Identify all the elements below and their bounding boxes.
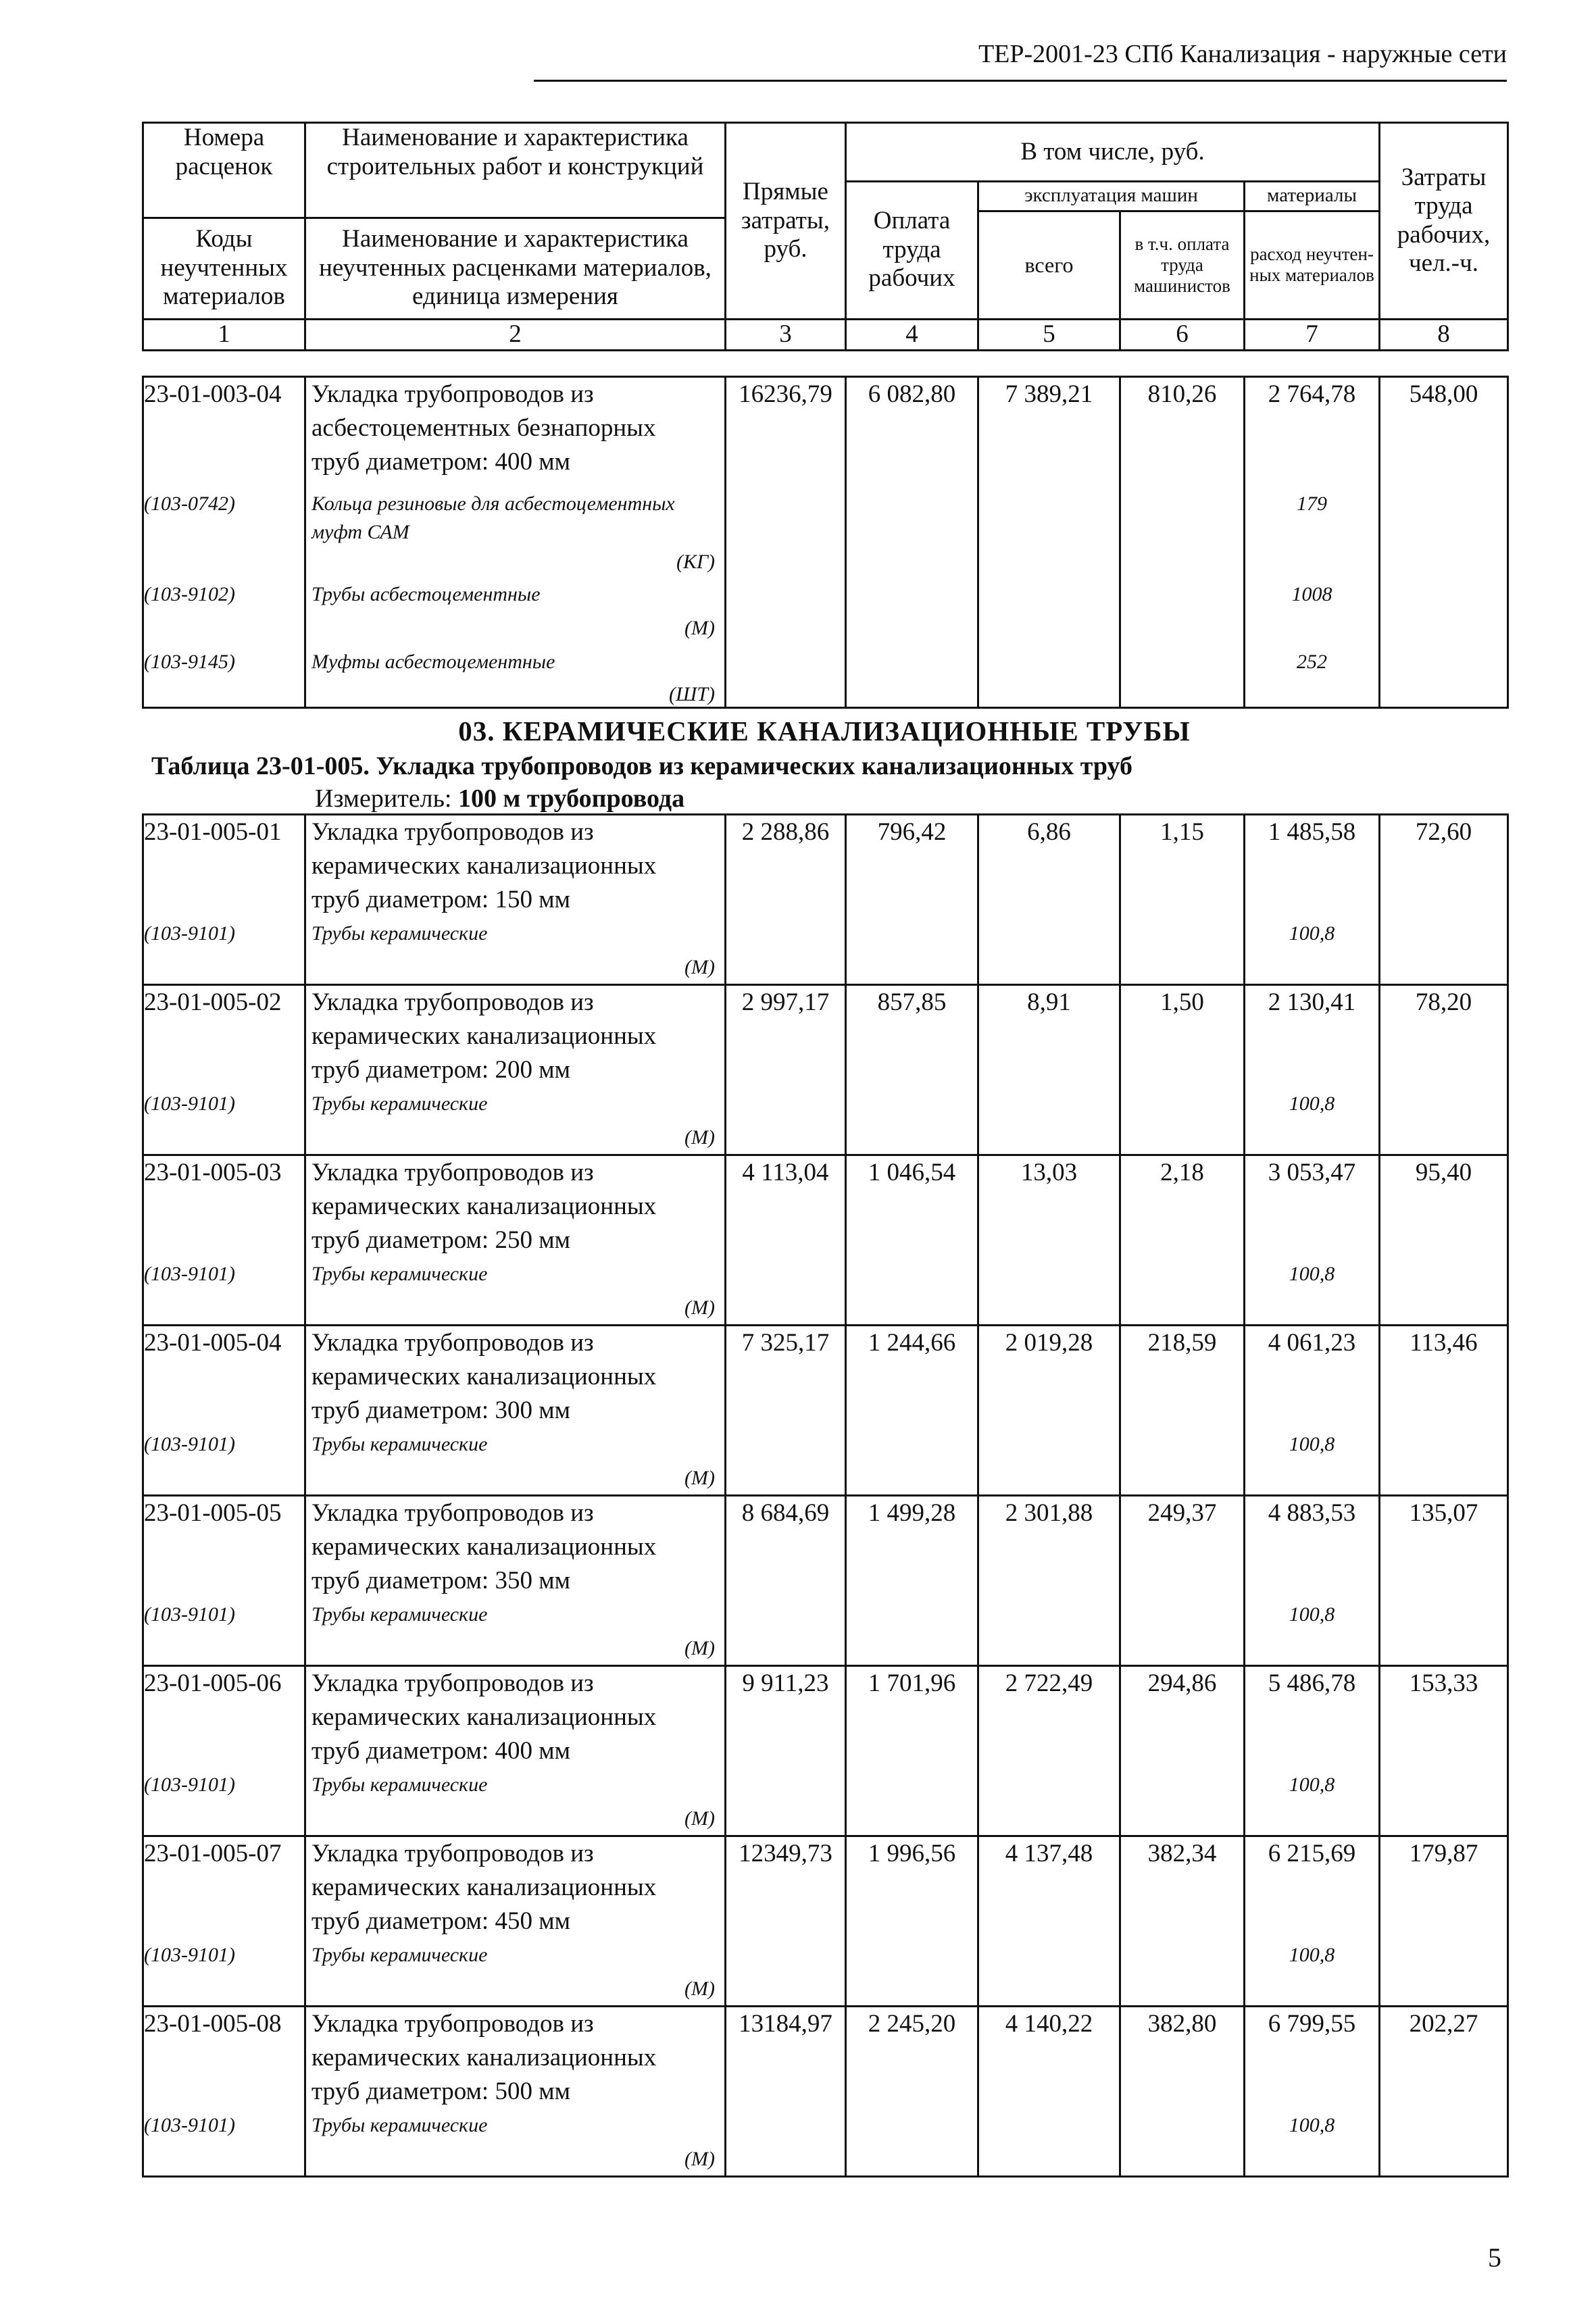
header-col1-top-cont (143, 181, 305, 218)
material-name: Трубы керамические (311, 1092, 488, 1115)
column-number-2: 2 (305, 319, 726, 350)
rate-name-cell (305, 1496, 726, 1666)
header-col3: Прямые затраты, руб. (726, 123, 846, 320)
table-row (143, 985, 1508, 1155)
material-code: (103-0742) (144, 493, 235, 515)
labor-cost: 796,42 (846, 815, 978, 985)
column-number-3: 3 (726, 319, 846, 350)
material-qty: 179 (1297, 493, 1327, 515)
machinist-cost: 810,26 (1120, 377, 1245, 708)
page-number: 5 (1488, 2242, 1501, 2273)
material-unit: (М) (684, 1297, 715, 1319)
material-qty: 100,8 (1289, 1433, 1335, 1455)
header-col7: расход неучтен-ных материалов (1245, 211, 1380, 319)
material-unit: (М) (684, 1978, 715, 2000)
materials-cost: 3 053,47 (1268, 1159, 1356, 1186)
direct-cost: 16236,79 (726, 377, 846, 708)
material-name: Трубы асбестоцементные (311, 583, 541, 605)
machine-cost: 2 019,28 (978, 1326, 1120, 1496)
labor-cost: 1 701,96 (846, 1666, 978, 1836)
material-code: (103-9101) (144, 1774, 235, 1796)
material-code: (103-9101) (144, 922, 235, 945)
labor-hours: 135,07 (1380, 1496, 1508, 1666)
material-name: Трубы керамические (311, 1263, 488, 1285)
section-title: 03. КЕРАМИЧЕСКИЕ КАНАЛИЗАЦИОННЫЕ ТРУБЫ (458, 715, 1191, 747)
material-name: Муфты асбестоцементные (311, 651, 555, 673)
machine-cost: 8,91 (978, 985, 1120, 1155)
machinist-cost: 382,34 (1120, 1836, 1245, 2007)
labor-cost: 857,85 (846, 985, 978, 1155)
column-header-table (142, 122, 1509, 351)
rate-code: 23-01-005-06 (144, 1669, 282, 1697)
materials-cell (1245, 1155, 1380, 1326)
rate-code-cell (143, 1666, 305, 1836)
page-header: ТЕР-2001-23 СПб Канализация - наружные сети (978, 40, 1507, 68)
direct-cost: 13184,97 (726, 2007, 846, 2177)
labor-hours: 113,46 (1380, 1326, 1508, 1496)
rate-name-cell (305, 2007, 726, 2177)
material-unit: (М) (684, 617, 715, 639)
rate-name: Укладка трубопроводов из асбестоцементных безнапорных труб диаметром: 400 мм (311, 380, 656, 476)
machine-cost: 13,03 (978, 1155, 1120, 1326)
rate-code-cell (143, 1836, 305, 2007)
material-unit: (М) (684, 2148, 715, 2170)
machinist-cost: 1,50 (1120, 985, 1245, 1155)
machine-cost: 7 389,21 (978, 377, 1120, 708)
labor-hours: 179,87 (1380, 1836, 1508, 2007)
rate-code: 23-01-005-01 (144, 818, 282, 846)
header-rule (534, 80, 1507, 82)
materials-cell (1245, 1326, 1380, 1496)
rate-code: 23-01-005-08 (144, 2010, 282, 2038)
direct-cost: 2 288,86 (726, 815, 846, 985)
material-unit: (М) (684, 1807, 715, 1830)
header-col6: в т.ч. оплата труда машинистов (1120, 211, 1245, 319)
rate-name: Укладка трубопроводов из керамических канализационных труб диаметром: 200 мм (311, 988, 657, 1084)
table-row (143, 1836, 1508, 2007)
material-code: (103-9101) (144, 1263, 235, 1285)
header-col1-bottom: Коды неучтенных материалов (143, 218, 305, 319)
column-number-8: 8 (1380, 319, 1508, 350)
material-qty: 100,8 (1289, 922, 1335, 945)
material-qty: 100,8 (1289, 1263, 1335, 1285)
rate-name: Укладка трубопроводов из керамических канализационных труб диаметром: 400 мм (311, 1669, 657, 1765)
materials-cell (1245, 985, 1380, 1155)
header-col2-top-cont (305, 181, 726, 218)
rate-code: 23-01-005-03 (144, 1159, 282, 1186)
material-unit: (М) (684, 1126, 715, 1149)
rate-code-cell (143, 985, 305, 1155)
material-qty: 100,8 (1289, 1092, 1335, 1115)
header-col2-bottom: Наименование и характеристика неучтенных расценками материалов, единица измерения (305, 218, 726, 319)
rate-name: Укладка трубопроводов из керамических канализационных труб диаметром: 150 мм (311, 818, 657, 913)
material-name: Трубы керамические (311, 922, 488, 945)
rate-code-cell (143, 815, 305, 985)
table-row (143, 1666, 1508, 1836)
material-name: Кольца резиновые для асбестоцементных муфт САМ (311, 493, 675, 543)
table-row (143, 1496, 1508, 1666)
header-col4: Оплата труда рабочих (846, 181, 978, 319)
materials-cost: 6 215,69 (1268, 1840, 1356, 1867)
header-materials: материалы (1245, 181, 1380, 211)
header-machines: эксплуатация машин (978, 181, 1245, 211)
rate-name: Укладка трубопроводов из керамических канализационных труб диаметром: 250 мм (311, 1159, 657, 1254)
labor-hours: 72,60 (1380, 815, 1508, 985)
material-qty: 100,8 (1289, 2114, 1335, 2136)
rate-code: 23-01-005-02 (144, 988, 282, 1016)
header-col2-top: Наименование и характеристика строительных работ и конструкций (305, 123, 726, 182)
material-qty: 100,8 (1289, 1774, 1335, 1796)
column-number-6: 6 (1120, 319, 1245, 350)
materials-cell (1245, 1836, 1380, 2007)
machinist-cost: 382,80 (1120, 2007, 1245, 2177)
materials-cost: 6 799,55 (1268, 2010, 1356, 2038)
table-row (143, 815, 1508, 985)
material-code: (103-9102) (144, 583, 235, 605)
materials-cell (1245, 2007, 1380, 2177)
machinist-cost: 2,18 (1120, 1155, 1245, 1326)
column-number-4: 4 (846, 319, 978, 350)
labor-cost: 1 046,54 (846, 1155, 978, 1326)
rate-name: Укладка трубопроводов из керамических канализационных труб диаметром: 450 мм (311, 1840, 657, 1935)
material-name: Трубы керамические (311, 1433, 488, 1455)
labor-hours: 153,33 (1380, 1666, 1508, 1836)
machine-cost: 4 137,48 (978, 1836, 1120, 2007)
rate-code-cell (143, 1496, 305, 1666)
machine-cost: 6,86 (978, 815, 1120, 985)
header-col5: всего (978, 211, 1120, 319)
column-number-1: 1 (143, 319, 305, 350)
header-col8: Затраты труда рабочих, чел.-ч. (1380, 123, 1508, 320)
material-unit: (КГ) (676, 551, 715, 573)
material-name: Трубы керамические (311, 1944, 488, 1966)
machinist-cost: 218,59 (1120, 1326, 1245, 1496)
labor-hours: 78,20 (1380, 985, 1508, 1155)
materials-cell (1245, 377, 1380, 708)
machinist-cost: 1,15 (1120, 815, 1245, 985)
direct-cost: 8 684,69 (726, 1496, 846, 1666)
machine-cost: 2 301,88 (978, 1496, 1120, 1666)
rate-name-cell (305, 1836, 726, 2007)
material-name: Трубы керамические (311, 1603, 488, 1626)
rate-name-cell (305, 377, 726, 708)
labor-cost: 6 082,80 (846, 377, 978, 708)
labor-hours: 95,40 (1380, 1155, 1508, 1326)
material-qty: 252 (1297, 651, 1327, 673)
rate-code-cell (143, 377, 305, 708)
labor-cost: 2 245,20 (846, 2007, 978, 2177)
rate-code: 23-01-005-04 (144, 1329, 282, 1357)
rate-name: Укладка трубопроводов из керамических канализационных труб диаметром: 300 мм (311, 1329, 657, 1424)
labor-hours: 202,27 (1380, 2007, 1508, 2177)
material-code: (103-9101) (144, 1603, 235, 1626)
materials-cost: 2 764,78 (1268, 380, 1356, 408)
rate-name-cell (305, 1155, 726, 1326)
rate-name-cell (305, 1666, 726, 1836)
material-code: (103-9101) (144, 1092, 235, 1115)
machine-cost: 2 722,49 (978, 1666, 1120, 1836)
materials-cost: 4 061,23 (1268, 1329, 1356, 1357)
rate-code-cell (143, 1326, 305, 1496)
measure-label: Измеритель: (315, 784, 452, 813)
materials-cell (1245, 1496, 1380, 1666)
direct-cost: 2 997,17 (726, 985, 846, 1155)
direct-cost: 4 113,04 (726, 1155, 846, 1326)
rate-name-cell (305, 985, 726, 1155)
column-number-7: 7 (1245, 319, 1380, 350)
material-name: Трубы керамические (311, 1774, 488, 1796)
material-qty: 100,8 (1289, 1944, 1335, 1966)
machine-cost: 4 140,22 (978, 2007, 1120, 2177)
labor-cost: 1 996,56 (846, 1836, 978, 2007)
labor-hours: 548,00 (1380, 377, 1508, 708)
materials-cell (1245, 1666, 1380, 1836)
material-code: (103-9101) (144, 2114, 235, 2136)
table-row (143, 1155, 1508, 1326)
material-unit: (М) (684, 1467, 715, 1489)
rate-code-cell (143, 2007, 305, 2177)
materials-cost: 1 485,58 (1268, 818, 1356, 846)
material-code: (103-9101) (144, 1433, 235, 1455)
direct-cost: 9 911,23 (726, 1666, 846, 1836)
materials-cost: 5 486,78 (1268, 1669, 1356, 1697)
materials-cost: 4 883,53 (1268, 1499, 1356, 1527)
material-code: (103-9145) (144, 651, 235, 673)
direct-cost: 7 325,17 (726, 1326, 846, 1496)
rate-code: 23-01-005-07 (144, 1840, 282, 1867)
labor-cost: 1 244,66 (846, 1326, 978, 1496)
column-number-5: 5 (978, 319, 1120, 350)
material-name: Трубы керамические (311, 2114, 488, 2136)
table-title: Таблица 23-01-005. Укладка трубопроводов из керамических канализационных труб (151, 752, 1133, 780)
rate-table-ceramic (142, 813, 1509, 2178)
measure-value: 100 м трубопровода (458, 784, 685, 813)
rate-name: Укладка трубопроводов из керамических канализационных труб диаметром: 350 мм (311, 1499, 657, 1594)
material-qty: 1008 (1291, 583, 1332, 605)
machinist-cost: 249,37 (1120, 1496, 1245, 1666)
labor-cost: 1 499,28 (846, 1496, 978, 1666)
rate-name: Укладка трубопроводов из керамических канализационных труб диаметром: 500 мм (311, 2010, 657, 2105)
table-row (143, 377, 1508, 708)
rate-name-cell (305, 815, 726, 985)
rate-code: 23-01-005-05 (144, 1499, 282, 1527)
machinist-cost: 294,86 (1120, 1666, 1245, 1836)
header-col1-top: Номера расценок (143, 123, 305, 182)
material-unit: (М) (684, 1637, 715, 1659)
table-row (143, 2007, 1508, 2177)
material-unit: (М) (684, 956, 715, 978)
rate-name-cell (305, 1326, 726, 1496)
material-code: (103-9101) (144, 1944, 235, 1966)
materials-cell (1245, 815, 1380, 985)
rate-table-asbestos (142, 376, 1509, 709)
measure-line (315, 784, 684, 813)
rate-code: 23-01-003-04 (144, 380, 282, 408)
direct-cost: 12349,73 (726, 1836, 846, 2007)
material-unit: (ШТ) (669, 683, 715, 705)
materials-cost: 2 130,41 (1268, 988, 1356, 1016)
material-qty: 100,8 (1289, 1603, 1335, 1626)
header-incl: В том числе, руб. (846, 123, 1380, 182)
rate-code-cell (143, 1155, 305, 1326)
table-row (143, 1326, 1508, 1496)
